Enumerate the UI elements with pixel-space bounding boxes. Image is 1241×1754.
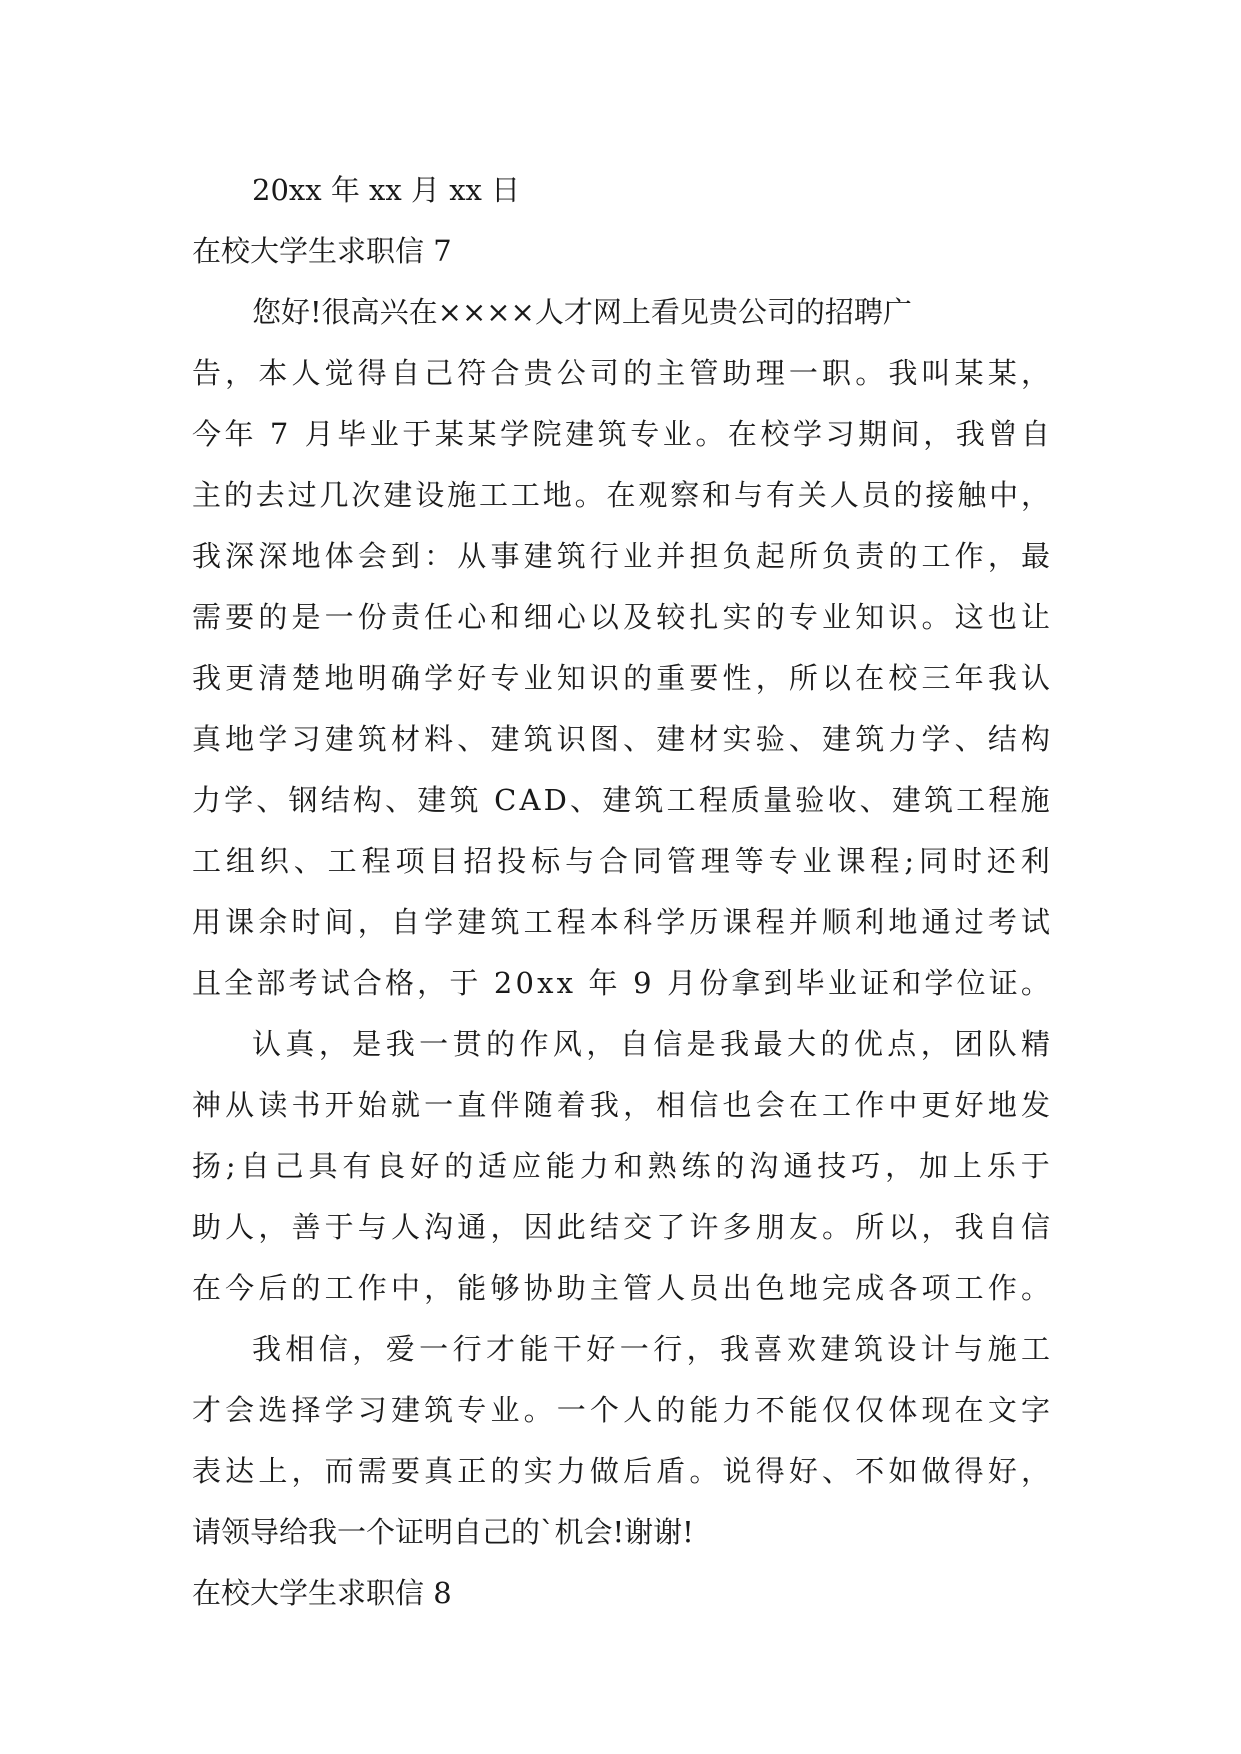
paragraph-3-line: 表达上，而需要真正的实力做后盾。说得好、不如做得好， [192,1454,1055,1488]
paragraph-1-line: 今年 7 月毕业于某某学院建筑专业。在校学习期间，我曾自 [192,417,1054,451]
paragraph-1-line: 您好!很高兴在××××人才网上看见贵公司的招聘广 [252,295,912,329]
paragraph-1-line: 且全部考试合格，于 20xx 年 9 月份拿到毕业证和学位证。 [192,966,1054,1000]
paragraph-1-line: 主的去过几次建设施工工地。在观察和与有关人员的接触中， [192,478,1053,512]
document-body [192,160,1055,1624]
paragraph-1-line: 告，本人觉得自己符合贵公司的主管助理一职。我叫某某， [192,356,1055,390]
paragraph-1 [192,282,1055,1014]
paragraph-1-line: 我深深地体会到：从事建筑行业并担负起所负责的工作，最 [192,539,1055,573]
section-title-7: 在校大学生求职信 7 [192,234,452,268]
paragraph-2-line: 认真，是我一贯的作风，自信是我最大的优点，团队精 [252,1027,1055,1061]
paragraph-1-line: 需要的是一份责任心和细心以及较扎实的专业知识。这也让 [192,600,1055,634]
paragraph-3-line: 请领导给我一个证明自己的`机会!谢谢! [192,1515,694,1549]
paragraph-2-line: 助人，善于与人沟通，因此结交了许多朋友。所以，我自信 [192,1210,1055,1244]
paragraph-1-line: 我更清楚地明确学好专业知识的重要性，所以在校三年我认 [192,661,1055,695]
paragraph-3-line: 才会选择学习建筑专业。一个人的能力不能仅仅体现在文字 [192,1393,1055,1427]
section-title-8: 在校大学生求职信 8 [192,1576,452,1610]
paragraph-2-line: 扬;自己具有良好的适应能力和熟练的沟通技巧，加上乐于 [192,1149,1055,1183]
letter-date: 20xx 年 xx 月 xx 日 [252,173,521,207]
paragraph-2-line: 在今后的工作中，能够协助主管人员出色地完成各项工作。 [192,1271,1055,1305]
paragraph-2-line: 神从读书开始就一直伴随着我，相信也会在工作中更好地发 [192,1088,1055,1122]
paragraph-2 [192,1014,1055,1319]
paragraph-1-line: 用课余时间，自学建筑工程本科学历课程并顺利地通过考试 [192,905,1055,939]
paragraph-3-line: 我相信，爱一行才能干好一行，我喜欢建筑设计与施工 [252,1332,1055,1366]
paragraph-1-line: 工组织、工程项目招投标与合同管理等专业课程;同时还利 [192,844,1055,878]
paragraph-1-line: 真地学习建筑材料、建筑识图、建材实验、建筑力学、结构 [192,722,1055,756]
paragraph-1-line: 力学、钢结构、建筑 CAD、建筑工程质量验收、建筑工程施 [192,783,1053,817]
paragraph-3 [192,1319,1055,1563]
